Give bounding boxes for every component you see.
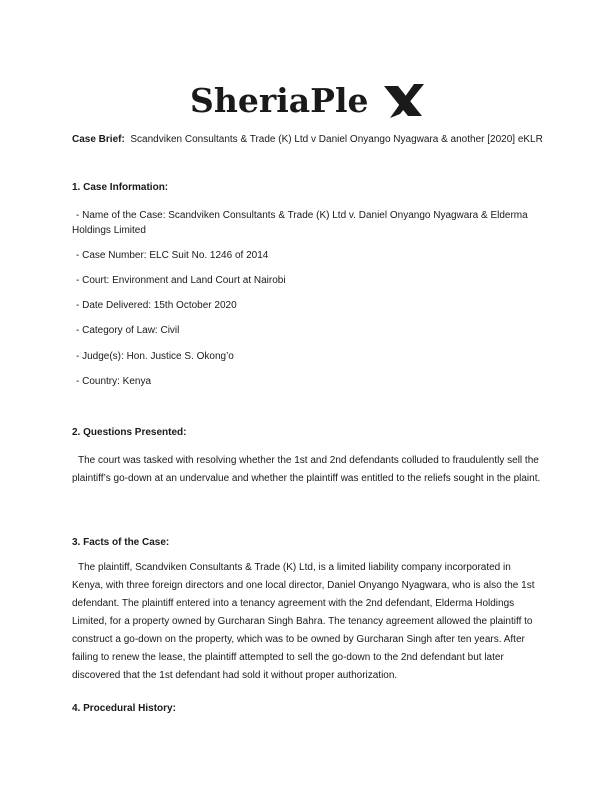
info-item-name-of-case: - Name of the Case: Scandviken Consultants & Trade (K) Ltd v. Daniel Onyango Nyagwara & Elderma Holdings Limited: [72, 210, 528, 236]
case-brief-label: Case Brief:: [72, 134, 125, 145]
case-brief-title: Scandviken Consultants & Trade (K) Ltd v Daniel Onyango Nyagwara & another [2020] eKLR: [130, 134, 543, 145]
info-item-case-number: - Case Number: ELC Suit No. 1246 of 2014: [76, 250, 269, 261]
section-heading-questions-presented: 2. Questions Presented:: [72, 427, 187, 438]
case-brief-line: [72, 133, 552, 148]
info-item-judges: - Judge(s): Hon. Justice S. Okong’o: [76, 351, 234, 362]
section-heading-facts: 3. Facts of the Case:: [72, 537, 170, 548]
facts-body: The plaintiff, Scandviken Consultants & Trade (K) Ltd, is a limited liability company incorporated in Kenya, with three foreign directors and one local director, Daniel Onyango Nyagwara, who is also the 1st defendant. The plaintiff entered into a tenancy agreement with the 2nd defendant, Elderma Holdings Limited, for a property owned by Gurcharan Singh Bahra. The tenancy agreement allowed the plaintiff to construct a go-down on the property, which was to be owned by Gurcharan Singh after ten years. After failing to renew the lease, the plaintiff attempted to sell the go-down to the 2nd defendant but later discovered that the 1st defendant had sold it without proper authorization.: [72, 562, 535, 681]
logo-wordmark: [186, 78, 426, 122]
sheriaplex-logo: [0, 78, 612, 122]
section-heading-procedural-history: 4. Procedural History:: [72, 703, 176, 714]
info-item-country: - Country: Kenya: [76, 376, 152, 387]
section-heading-case-information: 1. Case Information:: [72, 182, 169, 193]
logo-x-mark: [384, 84, 424, 118]
questions-presented-body: The court was tasked with resolving whether the 1st and 2nd defendants colluded to fraudulently sell the plaintiff’s go-down at an undervalue and whether the plaintiff was entitled to the reliefs sought in the plaint.: [72, 455, 541, 484]
info-item-date-delivered: - Date Delivered: 15th October 2020: [76, 300, 237, 311]
info-item-court: - Court: Environment and Land Court at Nairobi: [76, 275, 286, 286]
logo-text: SheriaPle: [190, 81, 369, 120]
info-item-category-of-law: - Category of Law: Civil: [76, 325, 180, 336]
